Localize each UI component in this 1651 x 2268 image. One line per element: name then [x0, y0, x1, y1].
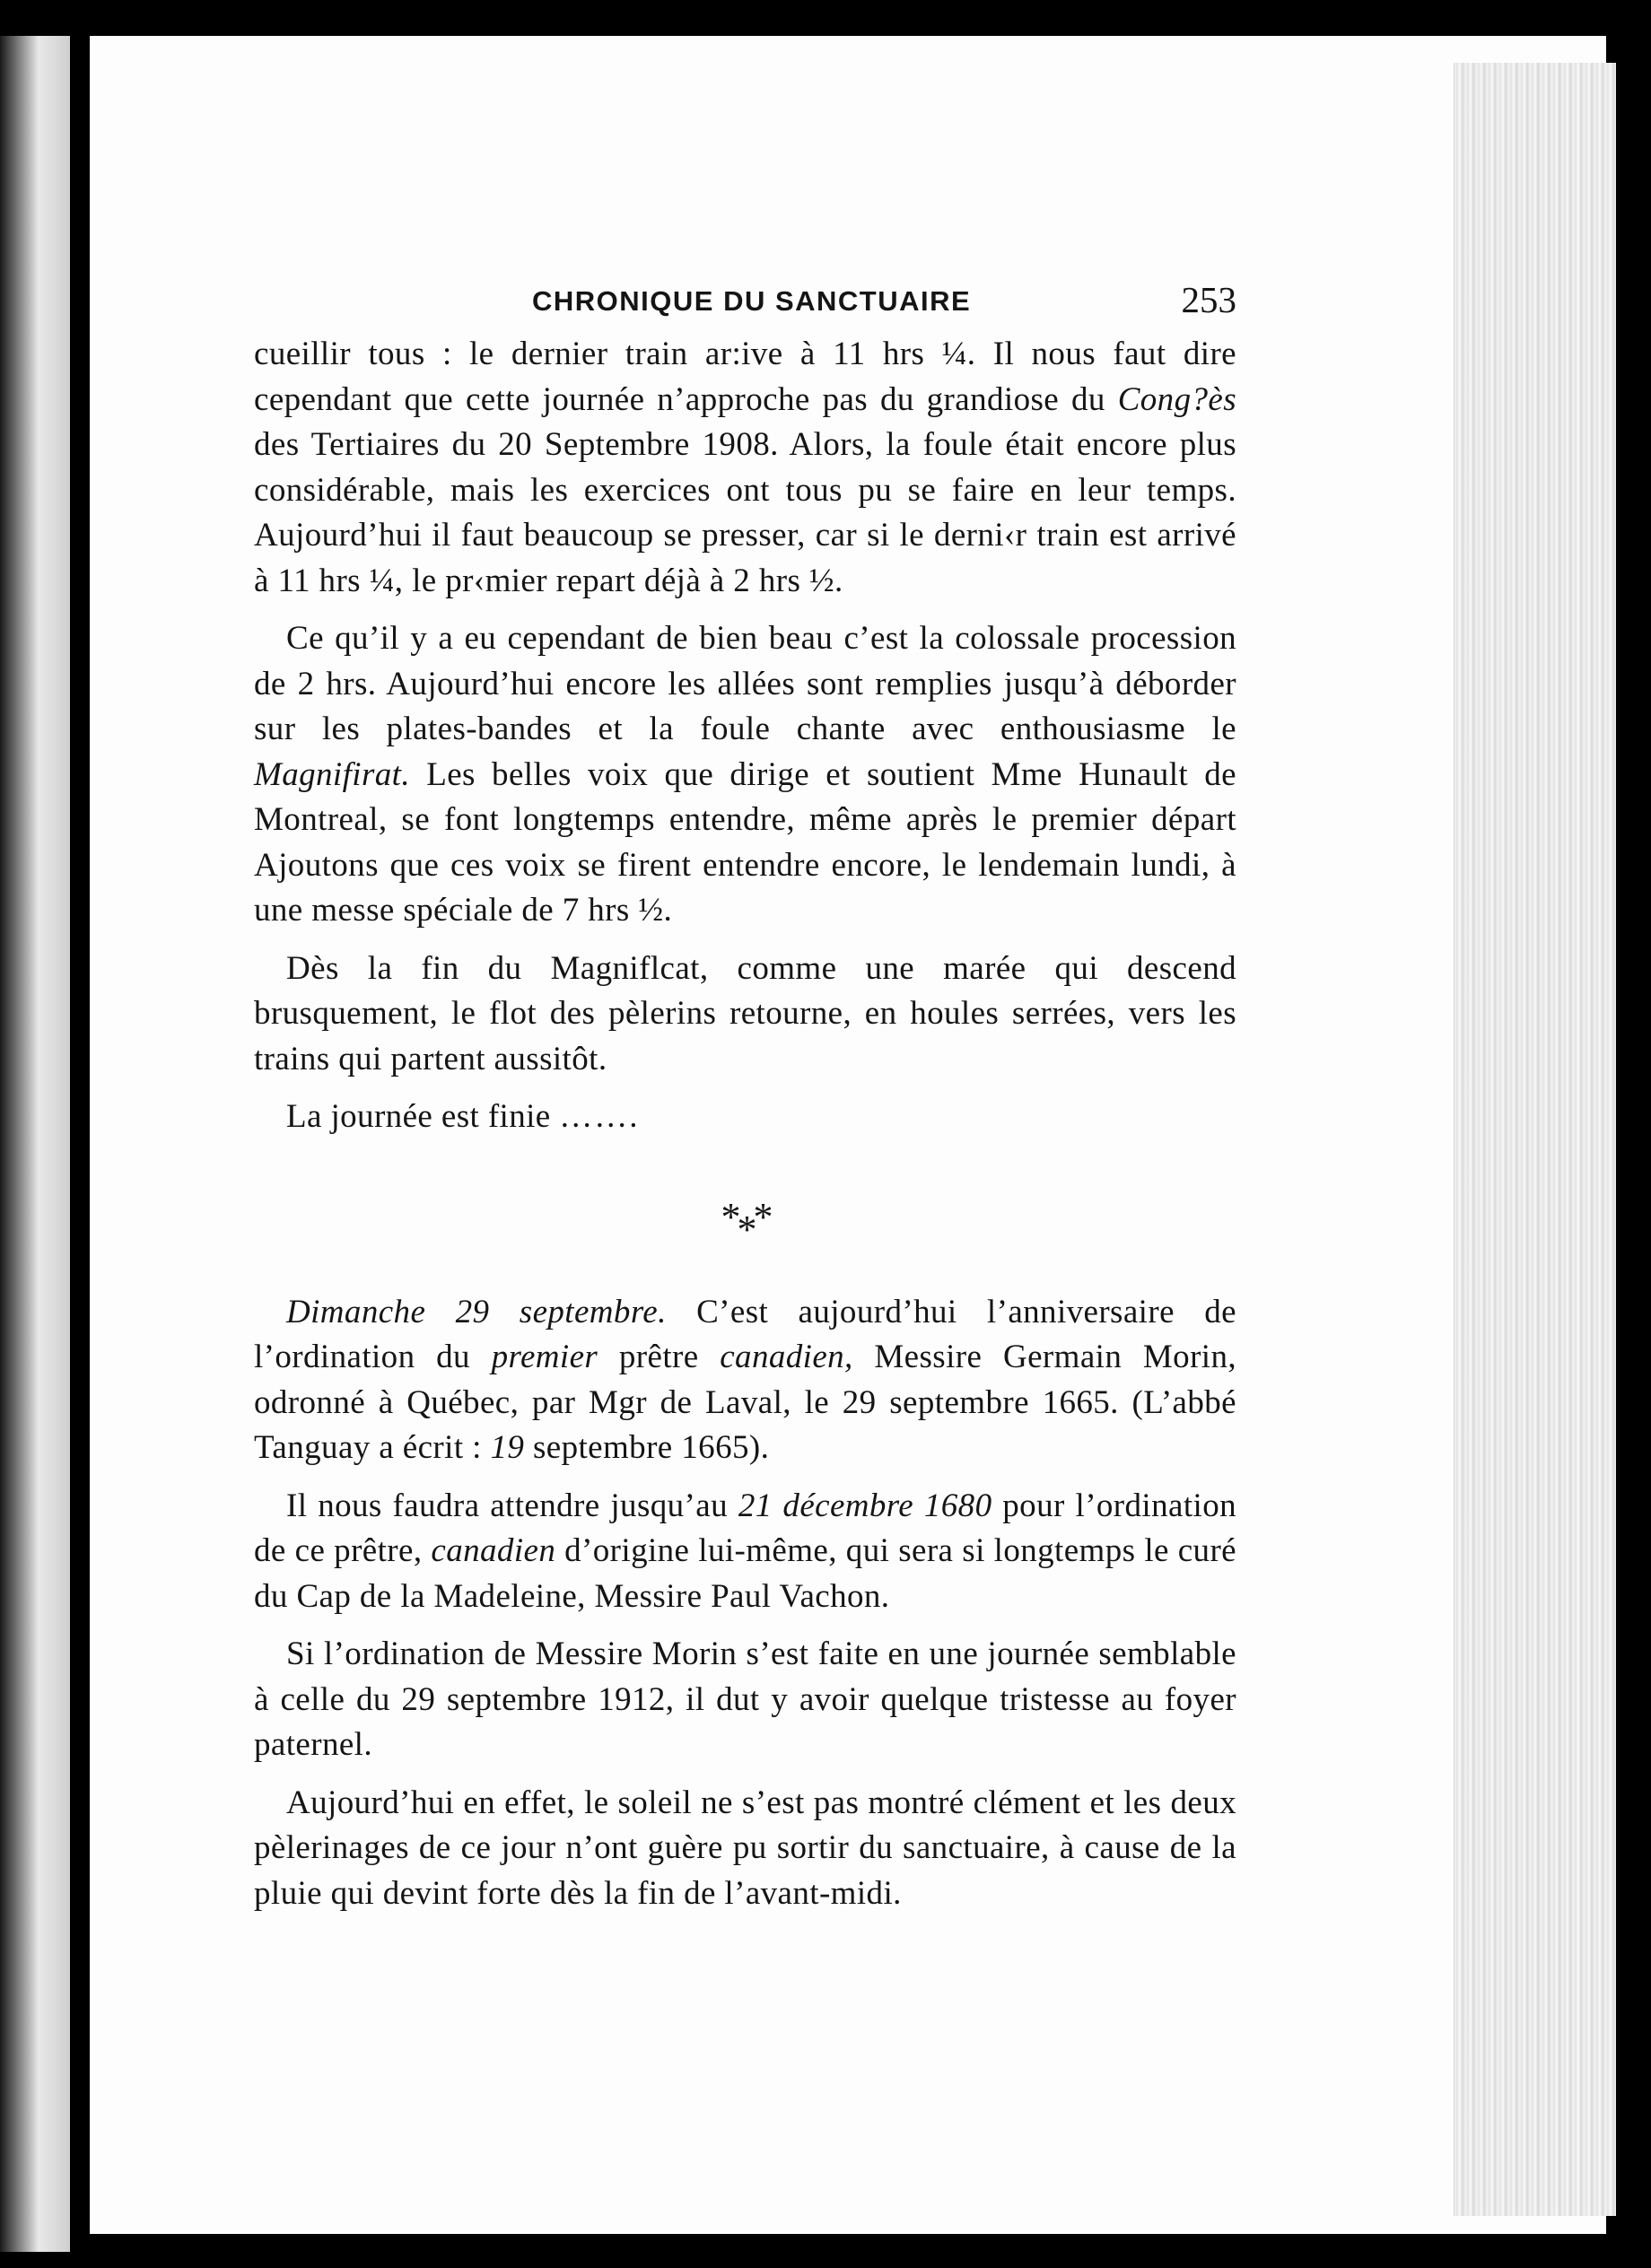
paragraph-2-italic: Magnifirat. — [254, 755, 410, 793]
paragraph-5-italic-3: canadien, — [720, 1339, 853, 1375]
paragraph-2-text-b: Les belles voix que dirige et soutient Mme Hunault de Montreal, se font longtemps entendre, même après le premier départ Ajoutons que ces voix se firent entendre encore, le lendemain lundi, à une messe spéciale de 7 hrs ½. — [254, 755, 1236, 929]
paragraph-7: Si l’ordination de Messire Morin s’est faite en une journée semblable à celle du 29 septembre 1912, il dut y avoir quelque tristesse au foyer paternel. — [254, 1636, 1236, 1763]
page-number: 253 — [1181, 279, 1236, 320]
paragraph-5-text-b: prêtre — [618, 1339, 699, 1375]
paragraph-1 — [254, 332, 1236, 604]
paragraph-6-text-a: Il nous faudra attendre jusqu’au — [286, 1487, 728, 1524]
paragraph-3: Dès la fin du Magniflcat, comme une marée qui descend brusquement, le flot des pèlerins retourne, en houles serrées, vers les trains qui partent aussitôt. — [254, 949, 1236, 1077]
paragraph-6-italic-2: canadien — [431, 1532, 556, 1569]
paragraph-5-text-a: C’est aujourd’hui l’anniversaire de l’ordination du — [254, 1293, 1236, 1375]
running-head — [254, 278, 1236, 332]
paragraph-6-text-b: pour l’ordination de ce prêtre, — [254, 1487, 1236, 1569]
paragraph-6-italic: 21 décembre 1680 — [738, 1487, 992, 1524]
paragraph-2 — [254, 616, 1236, 934]
previous-page-edge — [0, 36, 70, 2252]
paragraph-5-date: Dimanche 29 septembre. — [286, 1293, 667, 1330]
asterism-star-right: * — [753, 1194, 770, 1239]
paragraph-1-text-b: des Tertiaires du 20 Septembre 1908. Alors, la foule était encore plus considérable, mais les exercices ont tous pu se faire en leur temps. Aujourd’hui il faut beaucoup se presser, car si le derni‹r train est arrivé à 11 hrs ¼, le pr‹mier repart déjà à 2 hrs ½. — [254, 426, 1236, 599]
asterism-divider — [254, 1194, 1236, 1252]
running-head-title: CHRONIQUE DU SANCTUAIRE — [532, 285, 972, 317]
paragraph-8: Aujourd’hui en effet, le soleil ne s’est pas montré clément et les deux pèlerinages de ce jour n’ont guère pu sortir du sanctuaire, à cause de la pluie qui devint forte dès la fin de l’avant-midi. — [254, 1784, 1236, 1912]
paragraph-5 — [254, 1290, 1236, 1471]
paragraph-5-italic-4: 19 — [490, 1429, 525, 1466]
paragraph-5-text-d: septembre 1665). — [532, 1429, 770, 1466]
asterism-star-mid: * — [737, 1207, 754, 1252]
page-stack-edge — [1454, 63, 1616, 2216]
paragraph-6-text-c: d’origine lui-même, qui sera si longtemps le curé du Cap de la Madeleine, Messire Paul Vachon. — [254, 1532, 1236, 1615]
paragraph-1-text: cueillir tous : le dernier train ar:ive à 11 hrs ¼. Il nous faut dire cependant que cette journée n’approche pas du grandiose du — [254, 336, 1236, 418]
asterism-star-left: * — [721, 1194, 738, 1239]
paragraph-4-text: La journée est finie — [286, 1098, 551, 1135]
paragraph-4 — [254, 1095, 1236, 1140]
paragraph-5-italic-2: premier — [491, 1339, 598, 1375]
paragraph-6 — [254, 1484, 1236, 1620]
paragraph-1-italic: Cong?ès — [1117, 380, 1236, 418]
paragraph-5-text-c: Messire Germain Morin, odronné à Québec, par Mgr de Laval, le 29 septembre 1665. (L’abbé Tanguay a écrit : — [254, 1339, 1237, 1466]
page-text — [254, 278, 1236, 1916]
paragraph-4-dots: ……. — [559, 1098, 640, 1135]
paragraph-2-text-a: Ce qu’il y a eu cependant de bien beau c’est la colossale procession de 2 hrs. Aujourd’hui encore les allées sont remplies jusqu’à déborder sur les plates-bandes et la foule chante avec enthousiasme le — [254, 620, 1236, 747]
